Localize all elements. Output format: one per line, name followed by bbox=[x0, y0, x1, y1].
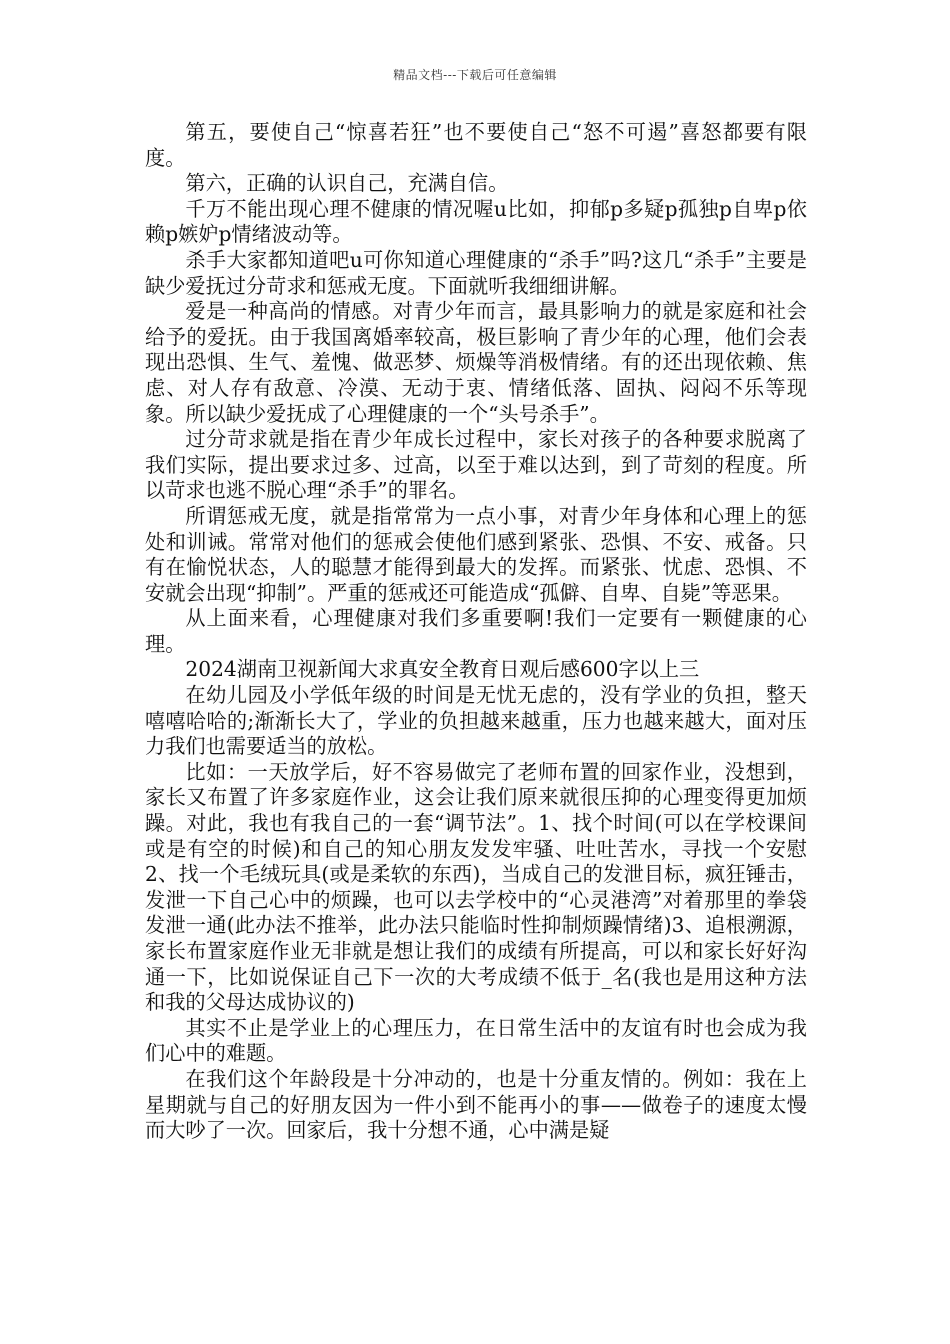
paragraph: 杀手大家都知道吧u可你知道心理健康的“杀手”吗?这几“杀手”主要是缺少爱抚过分苛求和惩戒无度。下面就听我细细讲解。 bbox=[145, 247, 807, 298]
paragraph: 所谓惩戒无度，就是指常常为一点小事，对青少年身体和心理上的惩处和训诫。常常对他们的惩戒会使他们感到紧张、恐惧、不安、戒备。只有在愉悦状态，人的聪慧才能得到最大的发挥。而紧张、忧虑、恐惧、不安就会出现“抑制”。严重的惩戒还可能造成“孤僻、自卑、自毙”等恶果。 bbox=[145, 503, 807, 605]
section-title: 2024湖南卫视新闻大求真安全教育日观后感600字以上三 bbox=[185, 657, 700, 682]
document-body bbox=[145, 120, 807, 1144]
paragraph: 千万不能出现心理不健康的情况喔u比如，抑郁p多疑p孤独p自卑p依赖p嫉妒p情绪波动等。 bbox=[145, 196, 807, 247]
paragraph: 第六，正确的认识自己，充满自信。 bbox=[185, 171, 509, 196]
paragraph: 过分苛求就是指在青少年成长过程中，家长对孩子的各种要求脱离了我们实际，提出要求过多、过高，以至于难以达到，到了苛刻的程度。所以苛求也逃不脱心理“杀手”的罪名。 bbox=[145, 427, 807, 503]
paragraph: 在幼儿园及小学低年级的时间是无忧无虑的，没有学业的负担，整天嘻嘻哈哈的;渐渐长大了，学业的负担越来越重，压力也越来越大，面对压力我们也需要适当的放松。 bbox=[145, 683, 807, 759]
paragraph: 其实不止是学业上的心理压力，在日常生活中的友谊有时也会成为我们心中的难题。 bbox=[145, 1015, 807, 1066]
paragraph: 在我们这个年龄段是十分冲动的，也是十分重友情的。例如：我在上星期就与自己的好朋友因为一件小到不能再小的事——做卷子的速度太慢而大吵了一次。回家后，我十分想不通，心中满是疑 bbox=[145, 1066, 807, 1143]
page-header: 精品文档---下载后可任意编辑 bbox=[393, 68, 557, 82]
paragraph: 爱是一种高尚的情感。对青少年而言，最具影响力的就是家庭和社会给予的爱抚。由于我国离婚率较高，极巨影响了青少年的心理，他们会表现出恐惧、生气、羞愧、做恶梦、烦燥等消极情绪。有的还出现依赖、焦虑、对人存有敌意、冷漠、无动于衷、情绪低落、固执、闷闷不乐等现象。所以缺少爱抚成了心理健康的一个“头号杀手”。 bbox=[145, 299, 807, 426]
paragraph: 比如：一天放学后，好不容易做完了老师布置的回家作业，没想到，家长又布置了许多家庭作业，这会让我们原来就很压抑的心理变得更加烦躁。对此，我也有我自己的一套“调节法”。1、找个时间(可以在学校课间或是有空的时候)和自己的知心朋友发发牢骚、吐吐苦水，寻找一个安慰2、找一个毛绒玩具(或是柔软的东西)，当成自己的发泄目标，疯狂锤击，发泄一下自己心中的烦躁，也可以去学校中的“心灵港湾”对着那里的拳袋发泄一通(此办法不推举，此办法只能临时性抑制烦躁情绪)3、追根溯源，家长布置家庭作业无非就是想让我们的成绩有所提高，可以和家长好好沟通一下，比如说保证自己下一次的大考成绩不低于_名(我也是用这种方法和我的父母达成协议的) bbox=[145, 759, 807, 1015]
paragraph: 从上面来看，心理健康对我们多重要啊!我们一定要有一颗健康的心理。 bbox=[145, 606, 807, 656]
paragraph: 第五，要使自己“惊喜若狂”也不要使自己“怒不可遏”喜怒都要有限度。 bbox=[145, 120, 807, 170]
